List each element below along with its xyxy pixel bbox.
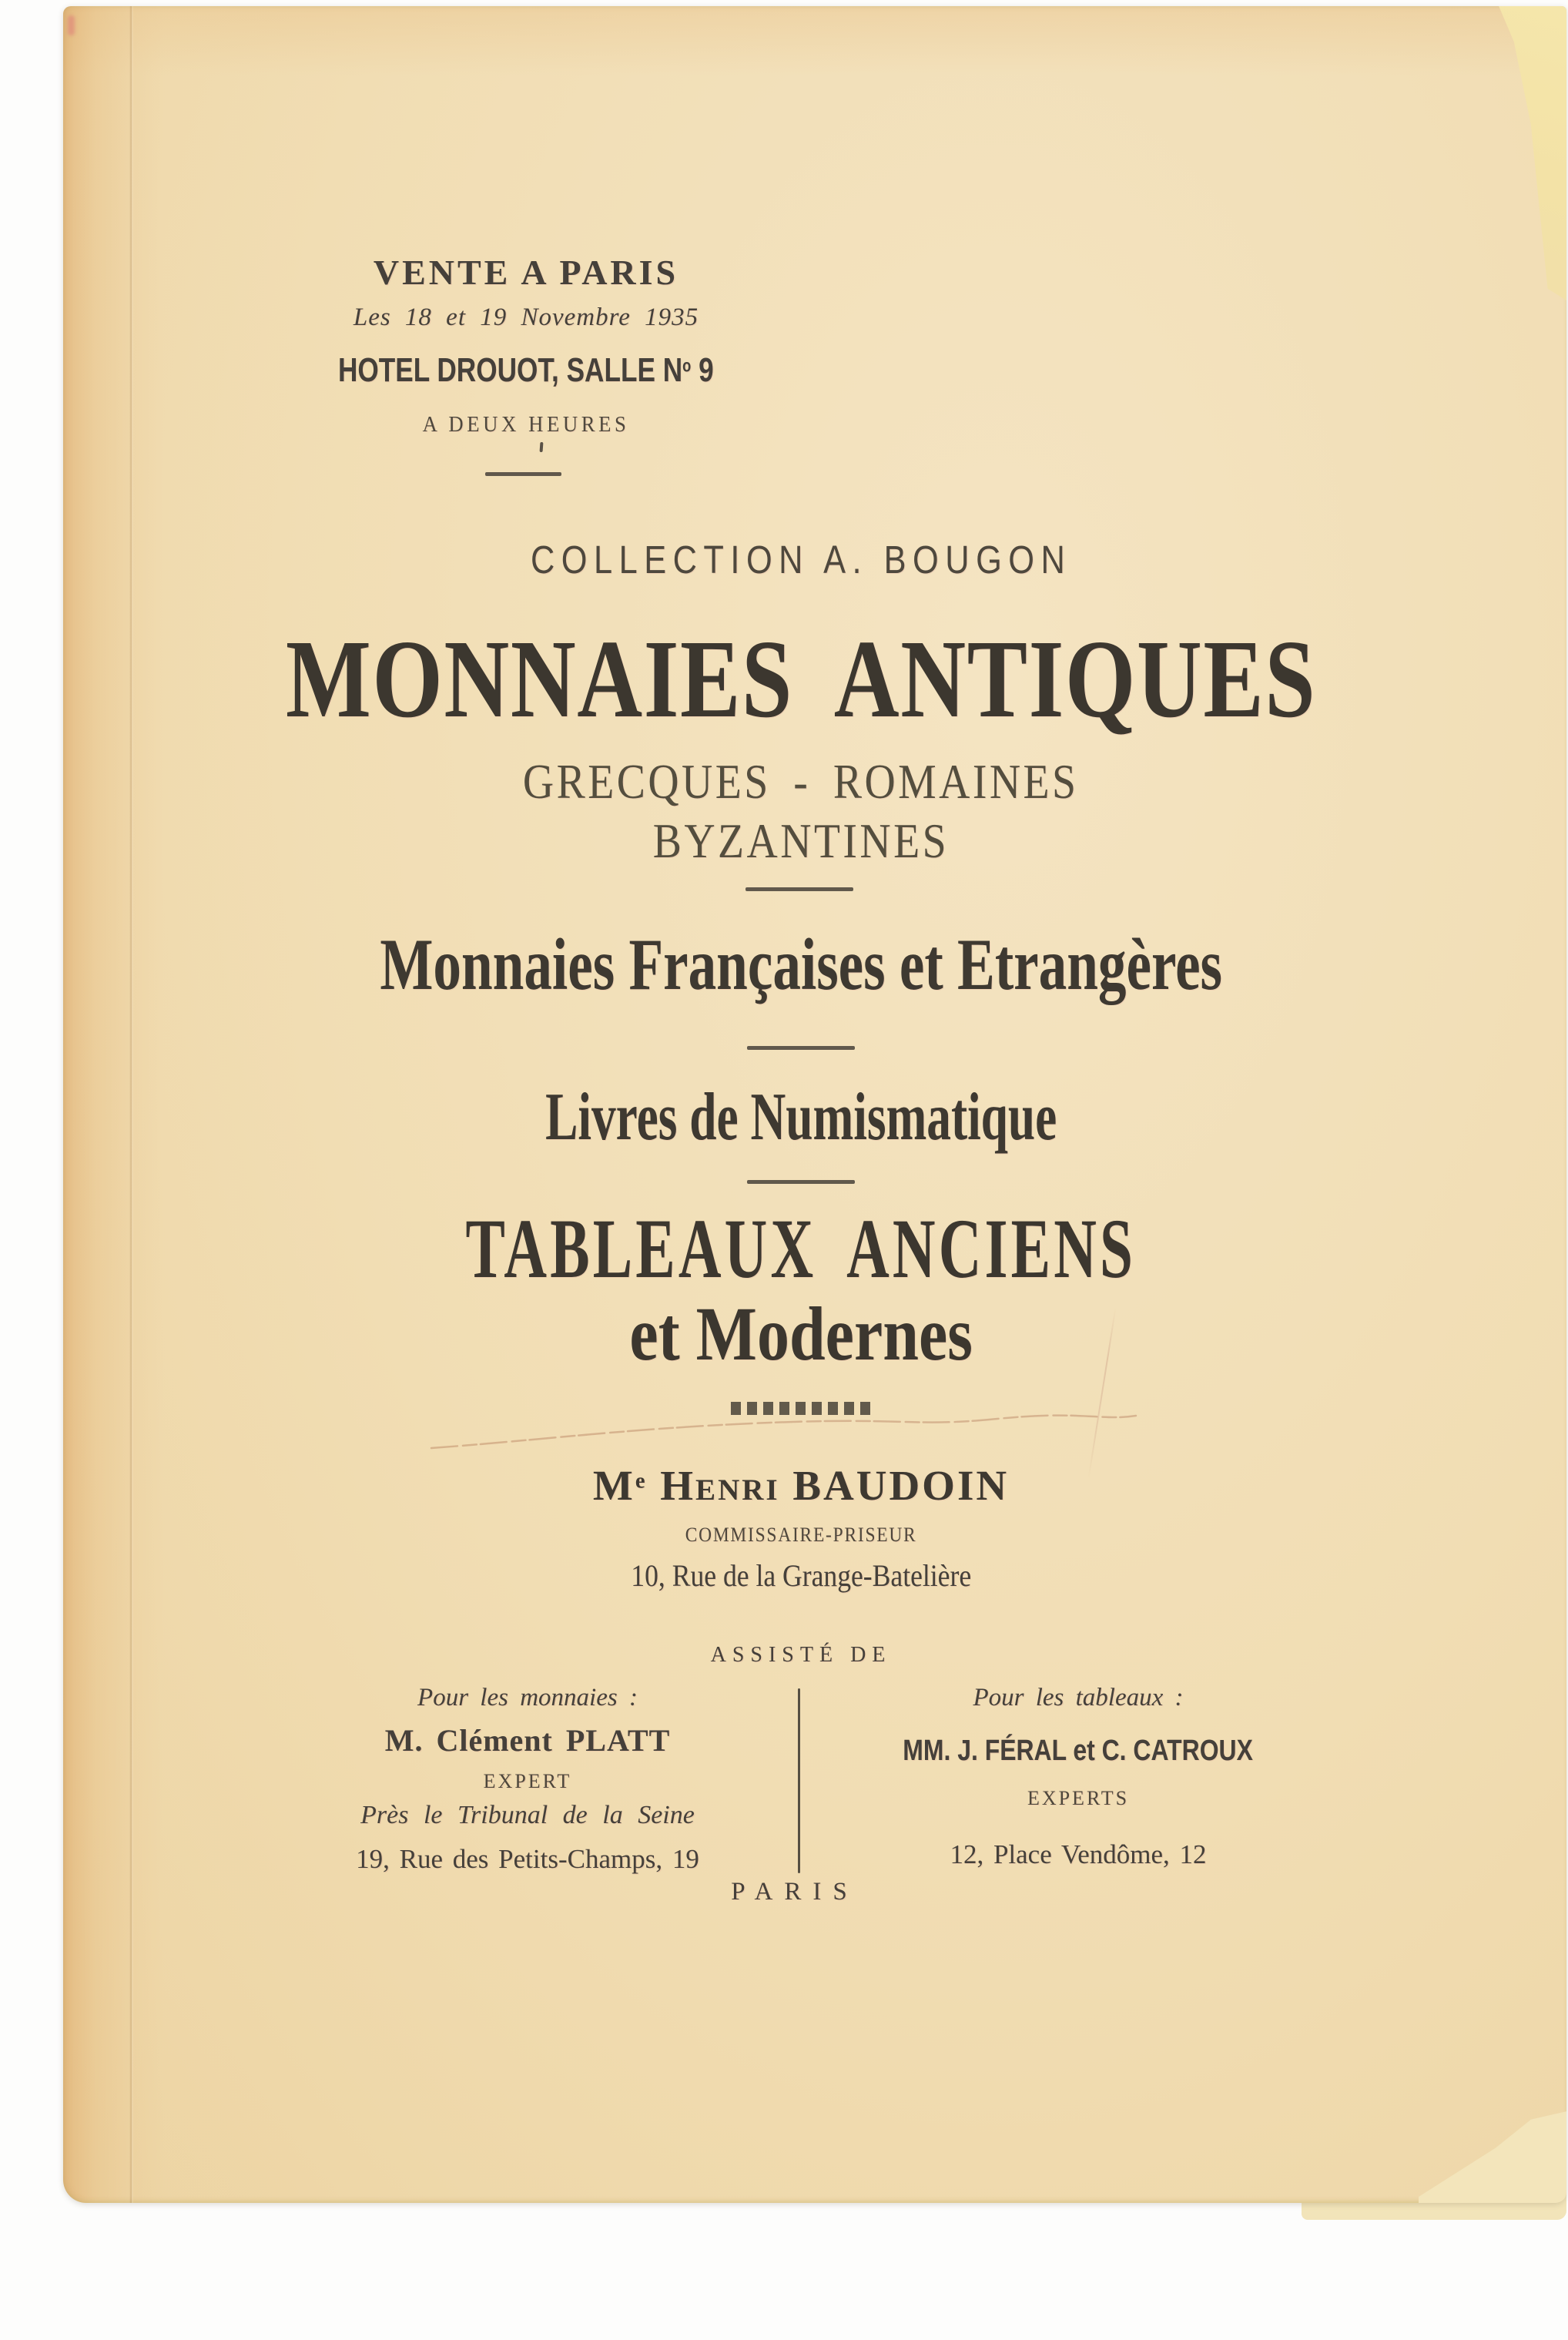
auctioneer-role — [139, 1525, 1463, 1545]
dotted-rule — [731, 1402, 870, 1415]
experts-left-name — [258, 1725, 797, 1756]
column-divider — [798, 1688, 800, 1873]
divider-rule-4 — [747, 1180, 855, 1184]
auctioneer-last-name: BAUDOIN — [792, 1462, 1010, 1509]
experts-left-line1-text: Près le Tribunal de la Seine — [360, 1801, 695, 1829]
main-title — [139, 618, 1463, 741]
experts-left-line2 — [258, 1846, 797, 1872]
city-label-text: PARIS — [731, 1878, 859, 1906]
section-livres — [139, 1080, 1463, 1155]
auctioneer-name-prefix: M — [592, 1462, 635, 1509]
divider-rule-2 — [745, 887, 853, 891]
experts-right-address — [809, 1841, 1348, 1868]
subtitle-byzantines-text: BYZANTINES — [652, 813, 950, 868]
experts-left-title — [258, 1772, 797, 1792]
collection-title — [139, 538, 1463, 582]
experts-left-line2-text: 19, Rue des Petits-Champs, 19 — [356, 1844, 699, 1874]
section-monnaies-francaises — [139, 924, 1463, 1005]
section-tableaux-line2 — [139, 1291, 1463, 1376]
sale-location — [200, 351, 852, 389]
experts-right-name-text: MM. J. FÉRAL et C. CATROUX — [903, 1735, 1254, 1767]
experts-right-address-text: 12, Place Vendôme, 12 — [950, 1839, 1207, 1869]
sale-time-text: A DEUX HEURES — [422, 412, 630, 437]
experts-left-line1 — [258, 1802, 797, 1829]
sale-dates-text: Les 18 et 19 Novembre 1935 — [353, 303, 699, 331]
collection-title-text: COLLECTION A. BOUGON — [530, 538, 1072, 582]
experts-right-heading-text: Pour les tableaux : — [973, 1684, 1184, 1711]
subtitle-byzantines — [139, 813, 1463, 868]
divider-rule-3 — [747, 1046, 855, 1050]
section-tableaux-line1-text: TABLEAUX ANCIENS — [465, 1202, 1137, 1296]
experts-right-title — [809, 1789, 1348, 1809]
auctioneer-address-text: 10, Rue de la Grange-Batelière — [631, 1558, 971, 1593]
section-monnaies-francaises-text: Monnaies Françaises et Etrangères — [380, 924, 1222, 1005]
sale-time — [200, 414, 852, 436]
city-label — [132, 1879, 1457, 1905]
auctioneer-role-text: COMMISSAIRE-PRISEUR — [685, 1524, 917, 1546]
torn-corner-bottom-right — [1419, 2101, 1566, 2203]
ink-smudge — [68, 15, 75, 35]
auctioneer-name-superscript: e — [635, 1469, 648, 1494]
torn-corner-top-right — [1473, 6, 1566, 300]
auctioneer-address — [139, 1558, 1463, 1593]
spine-crease — [129, 6, 133, 2203]
subtitle-grecques-romaines — [139, 754, 1463, 809]
auctioneer-first-name: Henri — [660, 1462, 780, 1509]
section-tableaux-line1 — [139, 1202, 1463, 1296]
section-tableaux-line2-text: et Modernes — [629, 1291, 973, 1376]
experts-left-heading-text: Pour les monnaies : — [417, 1684, 638, 1711]
sale-location-superscript: o — [682, 355, 692, 376]
sale-location-number: 9 — [691, 351, 714, 389]
experts-left-title-text: EXPERT — [483, 1770, 572, 1792]
assisted-by-label — [139, 1644, 1463, 1666]
sale-title-text: VENTE A PARIS — [373, 253, 679, 292]
experts-right-title-text: EXPERTS — [1027, 1787, 1130, 1809]
experts-left-name-text: M. Clément PLATT — [384, 1723, 671, 1758]
experts-right-name — [809, 1736, 1348, 1765]
assisted-by-text: ASSISTÉ DE — [710, 1643, 892, 1667]
sale-location-text: HOTEL DROUOT, SALLE N — [338, 351, 683, 389]
auctioneer-name — [139, 1464, 1463, 1507]
sale-dates — [200, 305, 852, 330]
main-title-text: MONNAIES ANTIQUES — [285, 618, 1317, 741]
experts-right-heading — [809, 1685, 1348, 1711]
sale-title — [200, 255, 852, 290]
subtitle-grecques-romaines-text: GRECQUES - ROMAINES — [523, 754, 1079, 809]
section-livres-text: Livres de Numismatique — [544, 1080, 1057, 1155]
experts-left-heading — [258, 1685, 797, 1711]
divider-rule-1 — [485, 472, 561, 476]
